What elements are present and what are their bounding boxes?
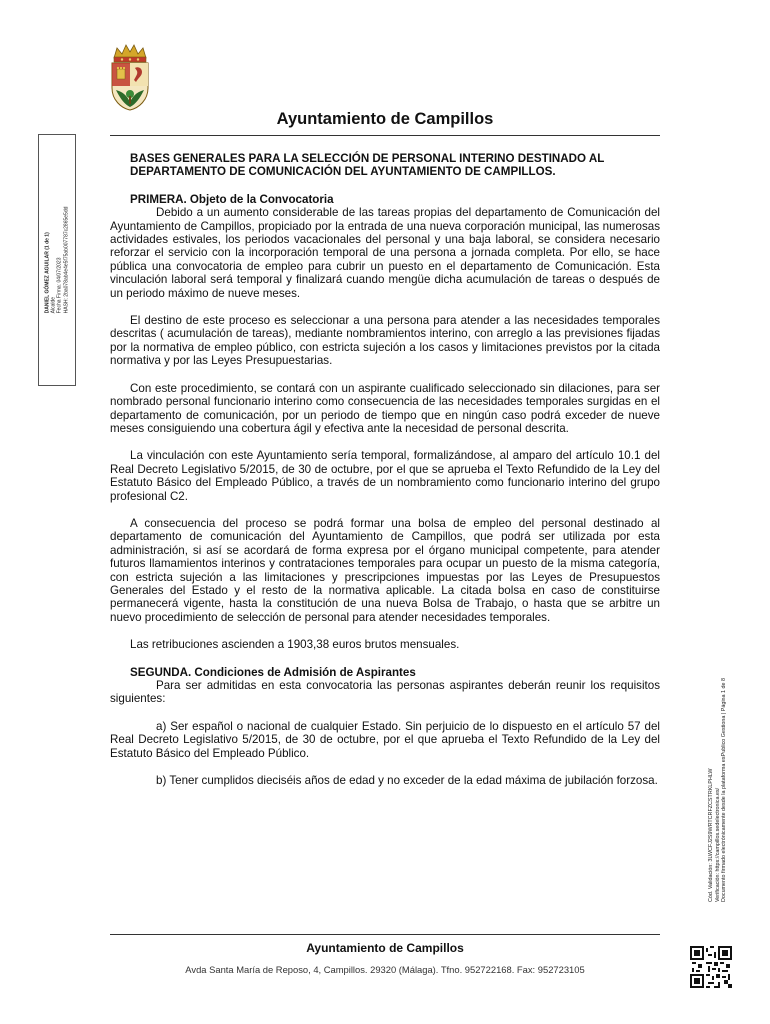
paragraph: El destino de este proceso es seleccionar a una persona para atender a las necesidades temporales descritas ( acumulación de tareas), mediante nombramientos interino, con arreglo a las previsiones fijadas por la normativa de empleo público, con estricta sujeción a los casos y limitaciones previstos por la citada normativa y por las Leyes Presupuestarias. (110, 314, 660, 368)
document-body (110, 152, 660, 801)
section-title-primera: PRIMERA. Objeto de la Convocatoria (130, 192, 334, 206)
footer-address: Avda Santa María de Reposo, 4, Campillos. 29320 (Málaga). Tfno. 952722168. Fax: 952723105 (185, 964, 585, 975)
paragraph: Las retribuciones ascienden a 1903,38 euros brutos mensuales. (130, 638, 460, 652)
page-title: Ayuntamiento de Campillos (276, 110, 494, 128)
paragraph: b) Tener cumplidos dieciséis años de edad y no exceder de la edad máxima de jubilación forzosa. (156, 774, 658, 788)
footer-title: Ayuntamiento de Campillos (306, 941, 464, 955)
paragraph: a) Ser español o nacional de cualquier Estado. Sin perjuicio de lo dispuesto en el artículo 57 del Real Decreto Legislativo 5/2015, de 30 de octubre, por el que aprueba el Texto Refundido de la Ley del Estatuto Básico del Empleado Público. (110, 719, 660, 760)
qr-code-icon[interactable] (690, 946, 732, 988)
page-indicator: Documento firmado electrónicamente desde la plataforma esPublico Gestiona | Página 1 de 8 (721, 677, 728, 903)
verification-url[interactable]: Verificación: https://campillos.sedelectronica.es/ (714, 787, 721, 903)
section-title-segunda: SEGUNDA. Condiciones de Admisión de Aspirantes (130, 665, 416, 679)
footer-divider (110, 934, 660, 935)
signer-name: DANIEL GÓMEZ AGUILAR (1 de 1) (44, 232, 51, 314)
paragraph: Para ser admitidas en esta convocatoria las personas aspirantes deberán reunir los requisitos siguientes: (110, 679, 660, 706)
signature-hash: HASH: 2ba078ab4e4e5f75ab007787c2865e5dd (63, 206, 70, 314)
paragraph: La vinculación con este Ayuntamiento sería temporal, formalizándose, al amparo del artículo 10.1 del Real Decreto Legislativo 5/2015, de 30 de octubre, por el que se aprueba el Texto Refundido de la Ley del Estatuto Básico del Empleado Público, a través de un nombramiento como funcionario interino del grupo profesional C2. (110, 449, 660, 503)
paragraph: Debido a un aumento considerable de las tareas propias del departamento de Comunicación del Ayuntamiento de Campillos, propiciado por la entrada de una nueva corporación municipal, las numerosas actividades estivales, los periodos vacacionales del personal y una baja laboral, se considera necesario reforzar el servicio con la incorporación temporal de una persona a jornada completa. Por ello, se hace pública una convocatoria de empleo para cubrir un puesto en el departamento de Comunicación. Esta vinculación laboral será temporal y finalizará cuando mengüe dicha acumulación de tareas o después de un periodo máximo de nueve meses. (110, 206, 660, 300)
signer-role: Alcalde (50, 296, 57, 314)
paragraph: A consecuencia del proceso se podrá formar una bolsa de empleo del personal destinado al departamento de comunicación del Ayuntamiento de Campillos, que podrá ser utilizada por esta administración, si así se acordará de forma expresa por el órgano municipal competente, para atender futuros llamamientos interinos y contrataciones temporales para ocupar un puesto de la misma categoría, con estricta sujeción a las limitaciones y prescripciones impuestas por las Leyes de Presupuestos Generales del Estado y el resto de la normativa aplicable. La citada bolsa en caso de constituirse permanecerá vigente, hasta la constitución de una nueva Bolsa de Trabajo, o hasta que se arbitre un nuevo procedimiento de selección de personal para atender necesidades temporales. (110, 516, 660, 624)
paragraph: Con este procedimiento, se contará con un aspirante cualificado seleccionado sin dilaciones, para ser nombrado personal funcionario interino como consecuencia de las necesidades temporales surgidas en el departamento de comunicación, por un periodo de tiempo que en ningún caso podrá exceder de nueve meses consiguiendo una cobertura ágil y efectiva ante la necesidad de personal descrita. (110, 381, 660, 435)
validation-code: Cód. Validación: 3LWCFJ2S9WRTCRFZCSTRKLPHLW (708, 768, 715, 903)
signature-date: Fecha Firma: 04/07/2023 (57, 257, 63, 314)
coat-of-arms-icon (108, 42, 152, 112)
signature-stamp (45, 207, 70, 314)
header-divider (110, 135, 660, 136)
validation-note (708, 678, 728, 902)
document-heading: BASES GENERALES PARA LA SELECCIÓN DE PERSONAL INTERINO DESTINADO AL DEPARTAMENTO DE COMUNICACIÓN DEL AYUNTAMIENTO DE CAMPILLOS. (130, 152, 605, 179)
